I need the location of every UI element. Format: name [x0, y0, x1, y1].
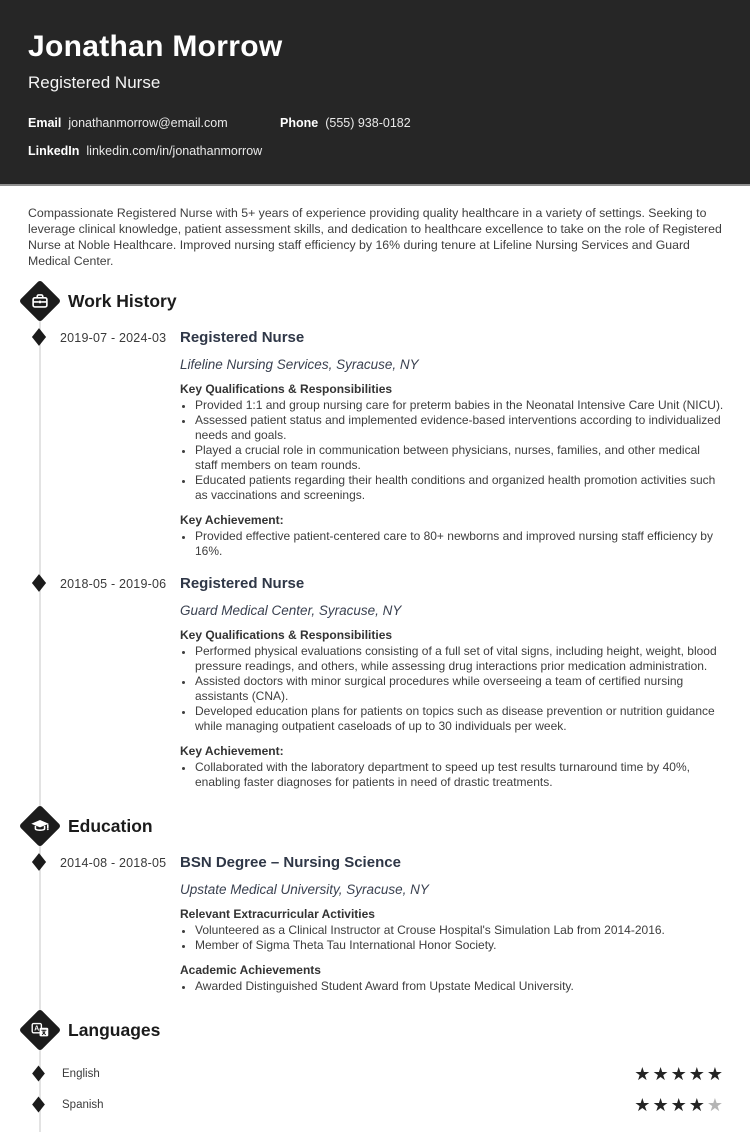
language-row [62, 1065, 725, 1083]
education-heading [0, 804, 750, 848]
star-icon: ★ [688, 1064, 707, 1084]
list-item: • Performed physical evaluations consisting of a full set of vital signs, including height, weight, blood pressure readings, and others, while assessing drug interactions prior medication administration. [194, 644, 725, 674]
star-icon: ★ [670, 1064, 689, 1084]
professional-summary: Compassionate Registered Nurse with 5+ years of experience providing quality healthcare in a variety of settings. Seeking to leverage clinical knowledge, patient assessment skills, and dedication to healthcare excellence to take on the role of Registered Nurse at Noble Healthcare. Improved nursing staff efficiency by 16% during tenure at Lifeline Nursing Services and Guard Medical Center. [28, 206, 722, 268]
contact-email-value: jonathanmorrow@email.com [68, 116, 228, 130]
education-entry-dates: 2014-08 - 2018-05 [60, 856, 167, 870]
timeline-diamond-bullet [32, 328, 46, 346]
timeline-diamond-bullet [32, 853, 46, 871]
work-entry-dates: 2018-05 - 2019-06 [60, 577, 167, 591]
section-title-education: Education [68, 815, 153, 836]
star-icon: ★ [706, 1095, 725, 1115]
extracurricular-list [180, 923, 725, 953]
contact-phone-label: Phone [280, 116, 319, 130]
extracurricular-label: Relevant Extracurricular Activities [180, 907, 375, 921]
list-item: • Assessed patient status and implemented evidence-based interventions according to individualized needs and goals. [194, 413, 725, 443]
translate-icon [18, 1008, 62, 1052]
timeline-area [0, 279, 750, 1132]
graduation-cap-icon [18, 804, 62, 848]
language-name: English [62, 1068, 100, 1080]
work-entry-company: Guard Medical Center, Syracuse, NY [180, 603, 402, 618]
achievement-list [180, 760, 725, 790]
responsibilities-label: Key Qualifications & Responsibilities [180, 382, 393, 396]
timeline-diamond-bullet [32, 1097, 45, 1113]
star-icon: ★ [634, 1064, 653, 1084]
star-icon: ★ [652, 1095, 671, 1115]
education-school: Upstate Medical University, Syracuse, NY [180, 882, 429, 897]
language-name: Spanish [62, 1099, 104, 1111]
education-degree: BSN Degree – Nursing Science [180, 854, 401, 871]
star-icon: ★ [652, 1064, 671, 1084]
academic-achievements-label: Academic Achievements [180, 963, 321, 977]
work-entry-title: Registered Nurse [180, 575, 305, 592]
timeline-diamond-bullet [32, 574, 46, 592]
work-entry [0, 573, 750, 790]
achievement-label: Key Achievement: [180, 744, 284, 758]
contact-linkedin-value: linkedin.com/in/jonathanmorrow [86, 144, 263, 158]
contact-email [28, 116, 280, 130]
list-item: • Assisted doctors with minor surgical procedures while overseeing a team of certified nursing assistants (CNA). [194, 674, 725, 704]
language-row [62, 1096, 725, 1114]
list-item: • Member of Sigma Theta Tau International Honor Society. [194, 938, 725, 953]
star-rating [634, 1096, 725, 1114]
svg-text:A: A [34, 1025, 40, 1033]
work-entry-dates: 2019-07 - 2024-03 [60, 331, 167, 345]
responsibilities-list [180, 398, 725, 503]
list-item: • Collaborated with the laboratory department to speed up test results turnaround time by 40%, enabling faster diagnoses for patients in need of drastic treatments. [194, 760, 725, 790]
work-history-heading [0, 279, 750, 323]
contact-email-label: Email [28, 116, 62, 130]
star-icon: ★ [634, 1095, 653, 1115]
briefcase-icon [18, 279, 62, 323]
contact-linkedin [28, 144, 280, 158]
list-item: • Educated patients regarding their health conditions and organized health promotion activities such as vaccinations and screenings. [194, 473, 725, 503]
list-item: • Provided effective patient-centered care to 80+ newborns and improved nursing staff efficiency by 16%. [194, 529, 725, 559]
section-title-languages: Languages [68, 1019, 161, 1040]
contact-phone [280, 116, 722, 130]
list-item: • Played a crucial role in communication between physicians, nurses, families, and other medical staff members on team rounds. [194, 443, 725, 473]
responsibilities-label: Key Qualifications & Responsibilities [180, 628, 393, 642]
achievement-label: Key Achievement: [180, 513, 284, 527]
star-rating [634, 1065, 725, 1083]
contact-phone-value: (555) 938-0182 [325, 116, 411, 130]
work-entry-body [180, 329, 750, 559]
list-item: • Volunteered as a Clinical Instructor at Crouse Hospital's Simulation Lab from 2014-2016. [194, 923, 725, 938]
contact-linkedin-label: LinkedIn [28, 144, 80, 158]
contact-info [28, 116, 722, 158]
languages-heading [0, 1008, 750, 1052]
person-job-title: Registered Nurse [28, 73, 161, 92]
list-item: • Provided 1:1 and group nursing care for preterm babies in the Neonatal Intensive Care Unit (NICU). [194, 398, 725, 413]
education-entry [0, 852, 750, 994]
education-entry-body [180, 854, 750, 994]
list-item: • Developed education plans for patients on topics such as disease prevention or nutrition guidance while managing outpatient caseloads of up to 30 individuals per week. [194, 704, 725, 734]
responsibilities-list [180, 644, 725, 734]
resume-header [0, 0, 750, 186]
person-name: Jonathan Morrow [28, 30, 283, 63]
work-entry-body [180, 575, 750, 790]
work-entry [0, 327, 750, 559]
section-title-work-history: Work History [68, 290, 177, 311]
work-entry-company: Lifeline Nursing Services, Syracuse, NY [180, 357, 419, 372]
timeline-diamond-bullet [32, 1066, 45, 1082]
achievement-list [180, 529, 725, 559]
list-item: • Awarded Distinguished Student Award from Upstate Medical University. [194, 979, 725, 994]
star-icon: ★ [706, 1064, 725, 1084]
work-entry-title: Registered Nurse [180, 329, 305, 346]
star-icon: ★ [670, 1095, 689, 1115]
star-icon: ★ [688, 1095, 707, 1115]
academic-achievements-list [180, 979, 725, 994]
